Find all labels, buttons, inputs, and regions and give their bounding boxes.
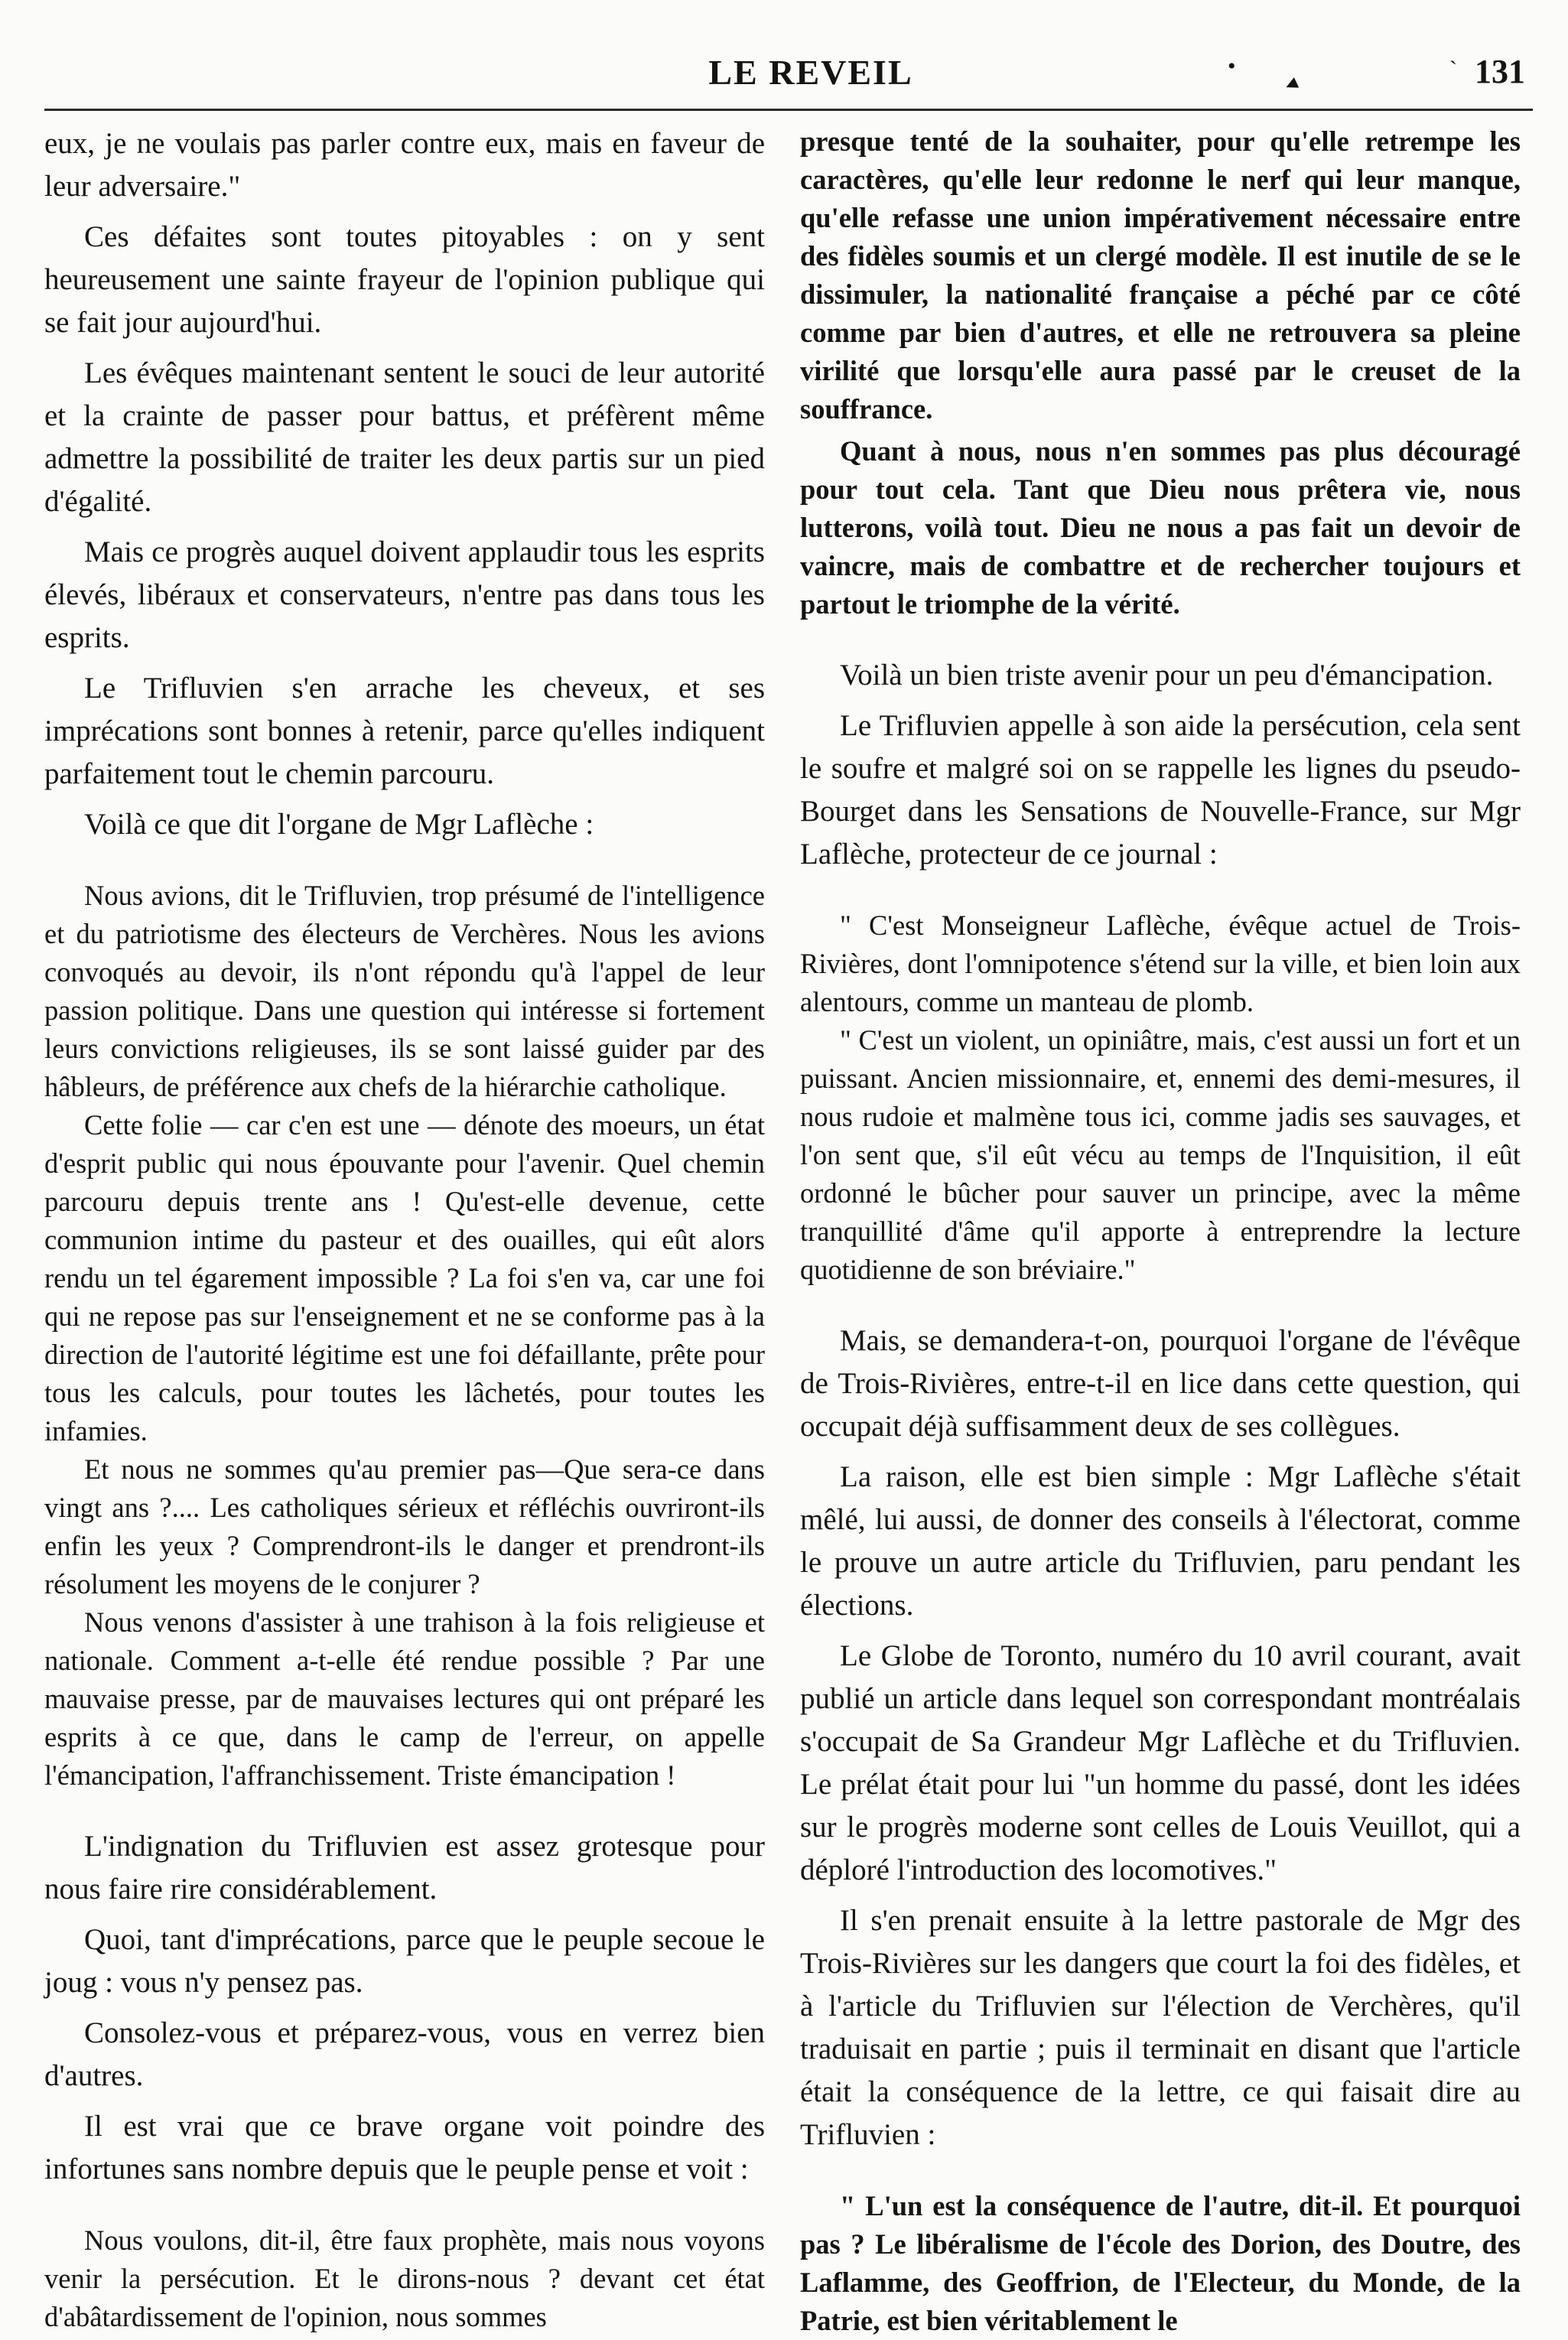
quote-paragraph: " C'est Monseigneur Laflèche, évêque actuel de Trois-Rivières, dont l'omnipotence s'étend sur la ville, et bien loin aux alentours, comme un manteau de plomb. bbox=[800, 910, 1521, 1017]
ink-speck: ◂ bbox=[1280, 70, 1302, 98]
paragraph: Il est vrai que ce brave organe voit poindre des infortunes sans nombre depuis que le peuple pense et voit : bbox=[44, 2110, 765, 2185]
quote-paragraph: Quant à nous, nous n'en sommes pas plus découragé pour tout cela. Tant que Dieu nous prêtera vie, nous lutterons, voilà tout. Dieu ne nous a pas fait un devoir de vaincre, mais de combattre et de rechercher toujours et partout le triomphe de la vérité. bbox=[800, 435, 1521, 620]
paragraph: Ces défaites sont toutes pitoyables : on y sent heureusement une sainte frayeur de l'opinion publique qui se fait jour aujourd'hui. bbox=[44, 220, 765, 339]
page-header bbox=[0, 0, 1568, 115]
quote-paragraph: Cette folie — car c'en est une — dénote des moeurs, un état d'esprit public qui nous épouvante pour l'avenir. Quel chemin parcouru depuis trente ans ! Qu'est-elle devenue, cette communion intime du pasteur et des ouailles, qui eût alors rendu un tel égarement impossible ? La foi s'en va, car une foi qui ne repose pas sur l'enseignement et ne se conforme pas à la direction de l'autorité légitime est une foi défaillante, prête pour tous les calculs, pour toutes les lâchetés, pour toutes les infamies. bbox=[44, 1109, 765, 1447]
ink-speck: ` bbox=[1449, 57, 1457, 82]
paragraph: Mais ce progrès auquel doivent applaudir tous les esprits élevés, libéraux et conservateurs, n'entre pas dans tous les esprits. bbox=[44, 535, 765, 654]
paragraph: eux, je ne voulais pas parler contre eux, mais en faveur de leur adversaire." bbox=[44, 127, 765, 203]
quoted-passage bbox=[800, 2187, 1521, 2340]
paragraph: L'indignation du Trifluvien est assez grotesque pour nous faire rire considérablement. bbox=[44, 1830, 765, 1906]
header-rule bbox=[44, 109, 1533, 111]
paragraph: Il s'en prenait ensuite à la lettre pastorale de Mgr des Trois-Rivières sur les dangers que court la foi des fidèles, et à l'article du Trifluvien sur l'élection de Verchères, qu'il traduisait en partie ; puis il terminait en disant que l'article était la conséquence de la lettre, ce qui faisait dire au Trifluvien : bbox=[800, 1904, 1521, 2151]
quote-paragraph: Et nous ne sommes qu'au premier pas—Que sera-ce dans vingt ans ?.... Les catholiques sérieux et réfléchis ouvriront-ils enfin les yeux ? Comprendront-ils le danger et prendront-ils résolument les moyens de le conjurer ? bbox=[44, 1453, 765, 1600]
right-column bbox=[800, 122, 1521, 2336]
quoted-passage bbox=[44, 877, 765, 1795]
paragraph: Quoi, tant d'imprécations, parce que le peuple secoue le joug : vous n'y pensez pas. bbox=[44, 1923, 765, 1999]
quote-paragraph: Nous venons d'assister à une trahison à la fois religieuse et nationale. Comment a-t-elle été rendue possible ? Par une mauvaise presse, par de mauvaises lectures qui ont préparé les esprits à ce que, dans le camp de l'erreur, on appelle l'émancipation, l'affranchissement. Triste émancipation ! bbox=[44, 1606, 765, 1791]
quoted-passage bbox=[800, 906, 1521, 1289]
paragraph: Le Globe de Toronto, numéro du 10 avril courant, avait publié un article dans lequel son correspondant montréalais s'occupait de Sa Grandeur Mgr Laflèche et du Trifluvien. Le prélat était pour lui "un homme du passé, dont les idées sur le progrès moderne sont celles de Louis Veuillot, qui a déploré l'introduction des locomotives." bbox=[800, 1639, 1521, 1886]
paragraph: Le Trifluvien appelle à son aide la persécution, cela sent le soufre et malgré soi on se rappelle les lignes du pseudo-Bourget dans les Sensations de Nouvelle-France, sur Mgr Laflèche, protecteur de ce journal : bbox=[800, 709, 1521, 871]
quote-paragraph: Nous avions, dit le Trifluvien, trop présumé de l'intelligence et du patriotisme des électeurs de Verchères. Nous les avions convoqués au devoir, ils n'ont répondu qu'à l'appel de leur passion politique. Dans une question qui intéresse si fortement leurs convictions religieuses, ils se sont laissé guider par des hâbleurs, de préférence aux chefs de la hiérarchie catholique. bbox=[44, 880, 765, 1102]
quote-paragraph: " L'un est la conséquence de l'autre, dit-il. Et pourquoi pas ? Le libéralisme de l'école des Dorion, des Doutre, des Laflamme, des Geoffrion, de l'Electeur, du Monde, de la Patrie, est bien véritablement le bbox=[800, 2190, 1521, 2336]
paragraph: Consolez-vous et préparez-vous, vous en verrez bien d'autres. bbox=[44, 2016, 765, 2092]
quoted-passage bbox=[44, 2221, 765, 2336]
paragraph: La raison, elle est bien simple : Mgr Laflèche s'était mêlé, lui aussi, de donner des conseils à l'électorat, comme le prouve un autre article du Trifluvien, paru pendant les élections. bbox=[800, 1460, 1521, 1622]
left-column bbox=[44, 122, 765, 2332]
quote-paragraph: Nous voulons, dit-il, être faux prophète, mais nous voyons venir la persécution. Et le dirons-nous ? devant cet état d'abâtardissement de l'opinion, nous sommes bbox=[44, 2224, 765, 2332]
paragraph: Mais, se demandera-t-on, pourquoi l'organe de l'évêque de Trois-Rivières, entre-t-il en lice dans cette question, qui occupait déjà suffisamment deux de ses collègues. bbox=[800, 1324, 1521, 1443]
paragraph: Les évêques maintenant sentent le souci de leur autorité et la crainte de passer pour battus, et préfèrent même admettre la possibilité de traiter les deux partis sur un pied d'égalité. bbox=[44, 356, 765, 518]
paragraph: Le Trifluvien s'en arrache les cheveux, et ses imprécations sont bonnes à retenir, parce qu'elles indiquent parfaitement tout le chemin parcouru. bbox=[44, 672, 765, 790]
journal-title: LE REVEIL bbox=[708, 53, 913, 92]
paragraph: Voilà un bien triste avenir pour un peu d'émancipation. bbox=[840, 659, 1494, 692]
quoted-passage bbox=[800, 122, 1521, 623]
quote-paragraph: presque tenté de la souhaiter, pour qu'elle retrempe les caractères, qu'elle leur redonne le nerf qui leur manque, qu'elle refasse une union impérativement nécessaire entre des fidèles soumis et un clergé modèle. Il est inutile de se le dissimuler, la nationalité française a péché par ce côté comme par bien d'autres, et elle ne retrouvera sa pleine virilité que lorsqu'elle aura passé par le creuset de la souffrance. bbox=[800, 125, 1521, 425]
quote-paragraph: " C'est un violent, un opiniâtre, mais, c'est aussi un fort et un puissant. Ancien missionnaire, et, ennemi des demi-mesures, il nous rudoie et malmène tous ici, comme jadis ses sauvages, et l'on sent que, s'il eût vécu au temps de l'Inquisition, il eût ordonné le bûcher pour sauver un principe, avec la même tranquillité d'âme qu'il apporte à entreprendre la lecture quotidienne de son bréviaire." bbox=[800, 1024, 1521, 1285]
ink-speck: • bbox=[1228, 54, 1236, 79]
paragraph: Voilà ce que dit l'organe de Mgr Laflèche : bbox=[84, 808, 594, 841]
page-number: 131 bbox=[1475, 53, 1525, 90]
